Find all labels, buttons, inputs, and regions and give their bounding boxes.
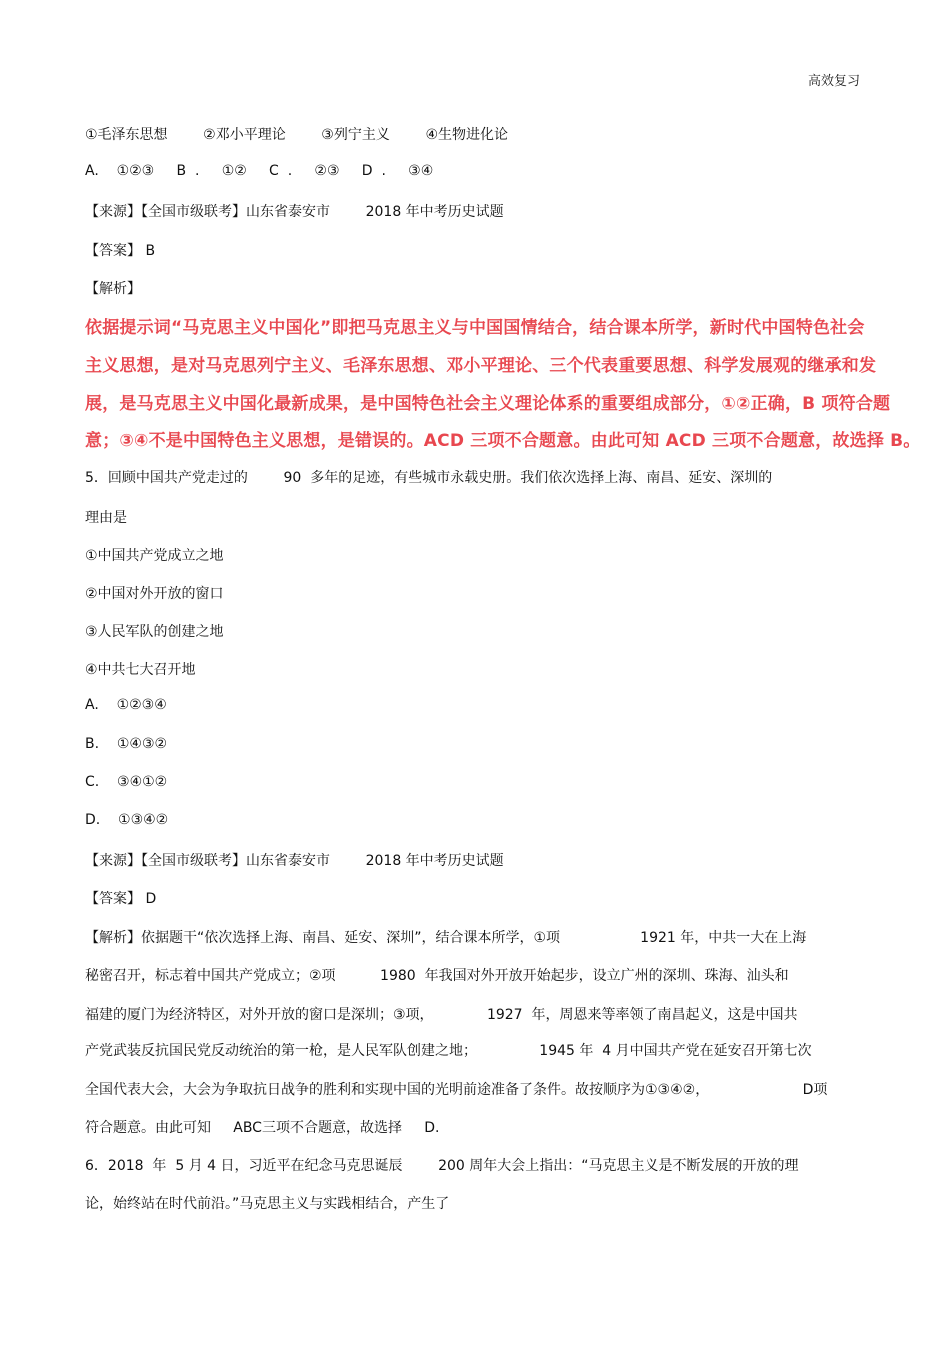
q5-item: ④中共七大召开地 (85, 662, 196, 678)
q5-analysis-line: 产党武装反抗国民党反动统治的第一枪，是人民军队创建之地； 1945 年 4 月中国共产党在延安召开第七次 (85, 1043, 812, 1059)
q5-answer: 【答案】 D (85, 891, 157, 907)
q5-choice-c: C. ③④①② (85, 774, 168, 790)
q4-analysis-label: 【解析】 (85, 281, 141, 297)
q4-answer: 【答案】 B (85, 243, 156, 259)
q4-analysis-line: 展，是马克思主义中国化最新成果，是中国特色社会主义理论体系的重要组成部分，①②正确，B 项符合题 (85, 394, 891, 414)
page-header: 高效复习 (807, 74, 860, 89)
q4-options-line: ①毛泽东思想 ②邓小平理论 ③列宁主义 ④生物进化论 (85, 127, 509, 143)
q4-analysis-line: 意；③④不是中国特色主义思想，是错误的。ACD 三项不合题意。由此可知 ACD 三项不合题意，故选择 B。 (85, 431, 921, 451)
q5-stem-cont: 理由是 (85, 510, 127, 526)
q4-analysis-line: 依据提示词“马克思主义中国化”即把马克思主义与中国国情结合，结合课本所学，新时代中国特色社会 (85, 318, 865, 338)
q5-choice-a: A. ①②③④ (85, 697, 167, 713)
q4-analysis-line: 主义思想，是对马克思列宁主义、毛泽东思想、邓小平理论、三个代表重要思想、科学发展观的继承和发 (85, 356, 877, 376)
q5-analysis-line: 【解析】依据题干“依次选择上海、南昌、延安、深圳”，结合课本所学，①项 1921 年，中共一大在上海 (85, 930, 807, 946)
q5-choice-d: D. ①③④② (85, 812, 169, 828)
q6-stem-cont: 论，始终站在时代前沿。”马克思主义与实践相结合，产生了 (85, 1196, 450, 1212)
q5-analysis-line: 符合题意。由此可知 ABC三项不合题意，故选择 D. (85, 1120, 440, 1136)
q5-item: ③人民军队的创建之地 (85, 624, 224, 640)
q5-item: ①中国共产党成立之地 (85, 548, 224, 564)
q4-source: 【来源】【全国市级联考】山东省泰安市 2018 年中考历史试题 (85, 204, 504, 220)
q6-stem: 6．2018 年 5 月 4 日，习近平在纪念马克思诞辰 200 周年大会上指出：“马克思主义是不断发展的开放的理 (85, 1158, 799, 1174)
q5-choice-b: B. ①④③② (85, 736, 168, 752)
q5-analysis-line: 福建的厦门为经济特区，对外开放的窗口是深圳；③项， 1927 年，周恩来等率领了南昌起义，这是中国共 (85, 1007, 798, 1023)
q5-stem: 5．回顾中国共产党走过的 90 多年的足迹，有些城市永载史册。我们依次选择上海、南昌、延安、深圳的 (85, 470, 773, 486)
q5-item: ②中国对外开放的窗口 (85, 586, 224, 602)
q5-analysis-line: 全国代表大会，大会为争取抗日战争的胜利和实现中国的光明前途准备了条件。故按顺序为①③④②， D项 (85, 1082, 828, 1098)
q4-choices: A. ①②③ B . ①② C . ②③ D . ③④ (85, 163, 434, 179)
q5-source: 【来源】【全国市级联考】山东省泰安市 2018 年中考历史试题 (85, 853, 504, 869)
q5-analysis-line: 秘密召开，标志着中国共产党成立；②项 1980 年我国对外开放开始起步，设立广州的深圳、珠海、汕头和 (85, 968, 789, 984)
